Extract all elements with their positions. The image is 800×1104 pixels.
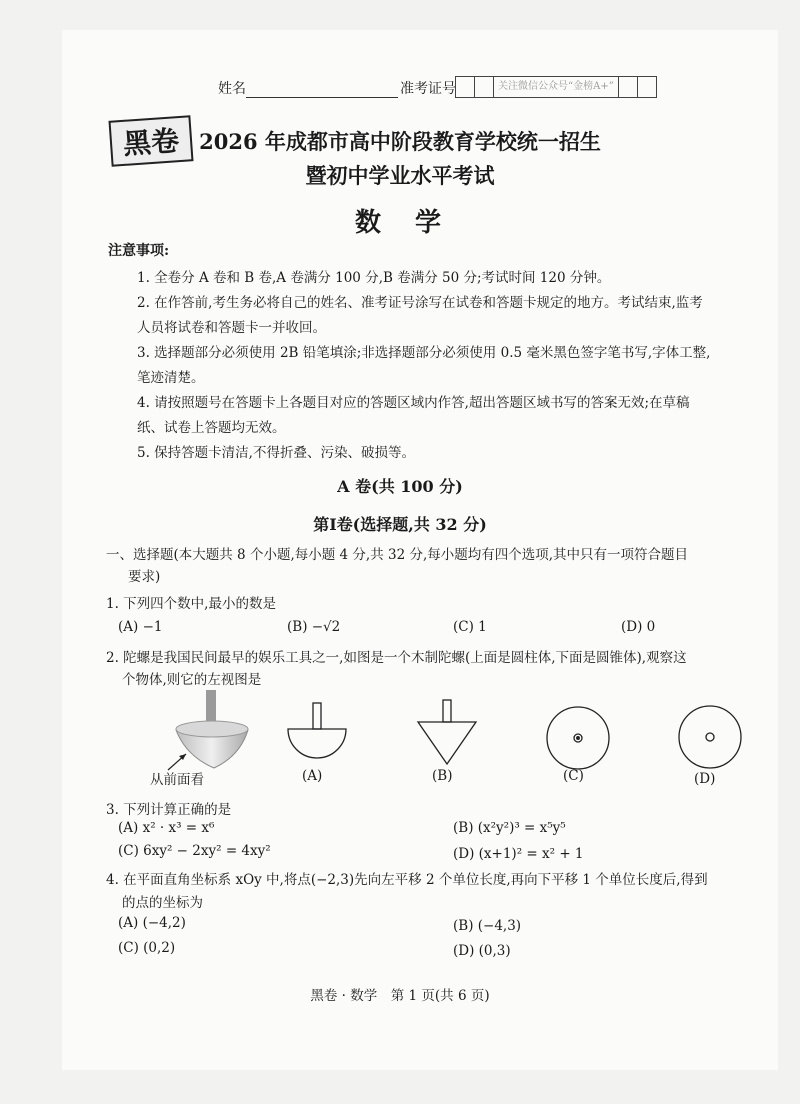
photo-caption: 从前面看 xyxy=(150,772,204,788)
heijuan-stamp: 黑卷 xyxy=(108,115,193,167)
notice-item: 2. 在作答前,考生务必将自己的姓名、准考证号涂写在试卷和答题卡规定的地方。考试结束,监考 xyxy=(137,295,703,311)
q4-option-d: (D) (0,3) xyxy=(453,943,511,959)
part1-heading: 第Ⅰ卷(选择题,共 32 分) xyxy=(313,515,487,534)
notice-item: 4. 请按照题号在答题卡上各题目对应的答题区域内作答,超出答题区域书写的答案无效;在草稿 xyxy=(137,395,690,411)
option-c-figure xyxy=(547,707,609,769)
subject-title: 数 学 xyxy=(354,208,445,238)
q4-stem-line2: 的点的坐标为 xyxy=(122,895,203,911)
name-label: 姓名 xyxy=(218,81,246,97)
q2-label-d: (D) xyxy=(694,771,716,787)
notice-heading: 注意事项: xyxy=(108,243,170,259)
q2-label-a: (A) xyxy=(302,768,323,784)
q1-option-b: (B) −√2 xyxy=(287,619,341,635)
choice-instructions-line2: 要求) xyxy=(128,569,161,585)
watermark-text: 关注微信公众号“金榜A+” xyxy=(493,76,619,98)
q4-option-a: (A) (−4,2) xyxy=(118,915,186,931)
q1-stem: 1. 下列四个数中,最小的数是 xyxy=(106,596,276,612)
q1-option-a: (A) −1 xyxy=(118,619,163,635)
q4-option-c: (C) (0,2) xyxy=(118,940,176,956)
q3-option-b: (B) (x²y²)³ = x⁵y⁵ xyxy=(453,820,566,836)
section-a-heading: A 卷(共 100 分) xyxy=(337,477,463,496)
exam-id-label: 准考证号 xyxy=(400,81,456,97)
q2-stem-line1: 2. 陀螺是我国民间最早的娱乐工具之一,如图是一个木制陀螺(上面是圆柱体,下面是圆锥体),观察这 xyxy=(106,650,687,666)
q3-option-c: (C) 6xy² − 2xy² = 4xy² xyxy=(118,843,271,859)
q1-option-d: (D) 0 xyxy=(621,619,656,635)
notice-item: 笔迹清楚。 xyxy=(137,370,205,386)
exam-title-line1: 2026 年成都市高中阶段教育学校统一招生 xyxy=(199,129,601,154)
q4-stem-line1: 4. 在平面直角坐标系 xOy 中,将点(−2,3)先向左平移 2 个单位长度,再向下平移 1 个单位长度后,得到 xyxy=(106,872,708,888)
q3-option-d: (D) (x+1)² = x² + 1 xyxy=(453,846,584,862)
option-a-figure xyxy=(288,703,346,758)
notice-item: 5. 保持答题卡清洁,不得折叠、污染、破损等。 xyxy=(137,445,415,461)
notice-item: 1. 全卷分 A 卷和 B 卷,A 卷满分 100 分,B 卷满分 50 分;考试时间 120 分钟。 xyxy=(137,270,611,286)
q4-option-b: (B) (−4,3) xyxy=(453,918,522,934)
choice-instructions-line1: 一、选择题(本大题共 8 个小题,每小题 4 分,共 32 分,每小题均有四个选项,其中只有一项符合题目 xyxy=(106,547,689,563)
q3-option-a: (A) x² · x³ = x⁶ xyxy=(118,820,215,836)
notice-item: 纸、试卷上答题均无效。 xyxy=(137,420,286,436)
spinning-top-photo xyxy=(168,690,248,770)
notice-item: 人员将试卷和答题卡一并收回。 xyxy=(137,320,326,336)
q1-option-c: (C) 1 xyxy=(453,619,487,635)
q3-stem: 3. 下列计算正确的是 xyxy=(106,802,232,818)
exam-title-line2: 暨初中学业水平考试 xyxy=(305,163,495,188)
notice-item: 3. 选择题部分必须使用 2B 铅笔填涂;非选择题部分必须使用 0.5 毫米黑色签字笔书写,字体工整, xyxy=(137,345,711,361)
q2-label-b: (B) xyxy=(432,768,453,784)
q2-label-c: (C) xyxy=(563,768,584,784)
option-b-figure xyxy=(418,700,476,764)
option-d-figure xyxy=(679,706,741,768)
q2-stem-line2: 个物体,则它的左视图是 xyxy=(122,672,262,688)
page-footer: 黑卷 · 数学 第 1 页(共 6 页) xyxy=(310,988,490,1004)
